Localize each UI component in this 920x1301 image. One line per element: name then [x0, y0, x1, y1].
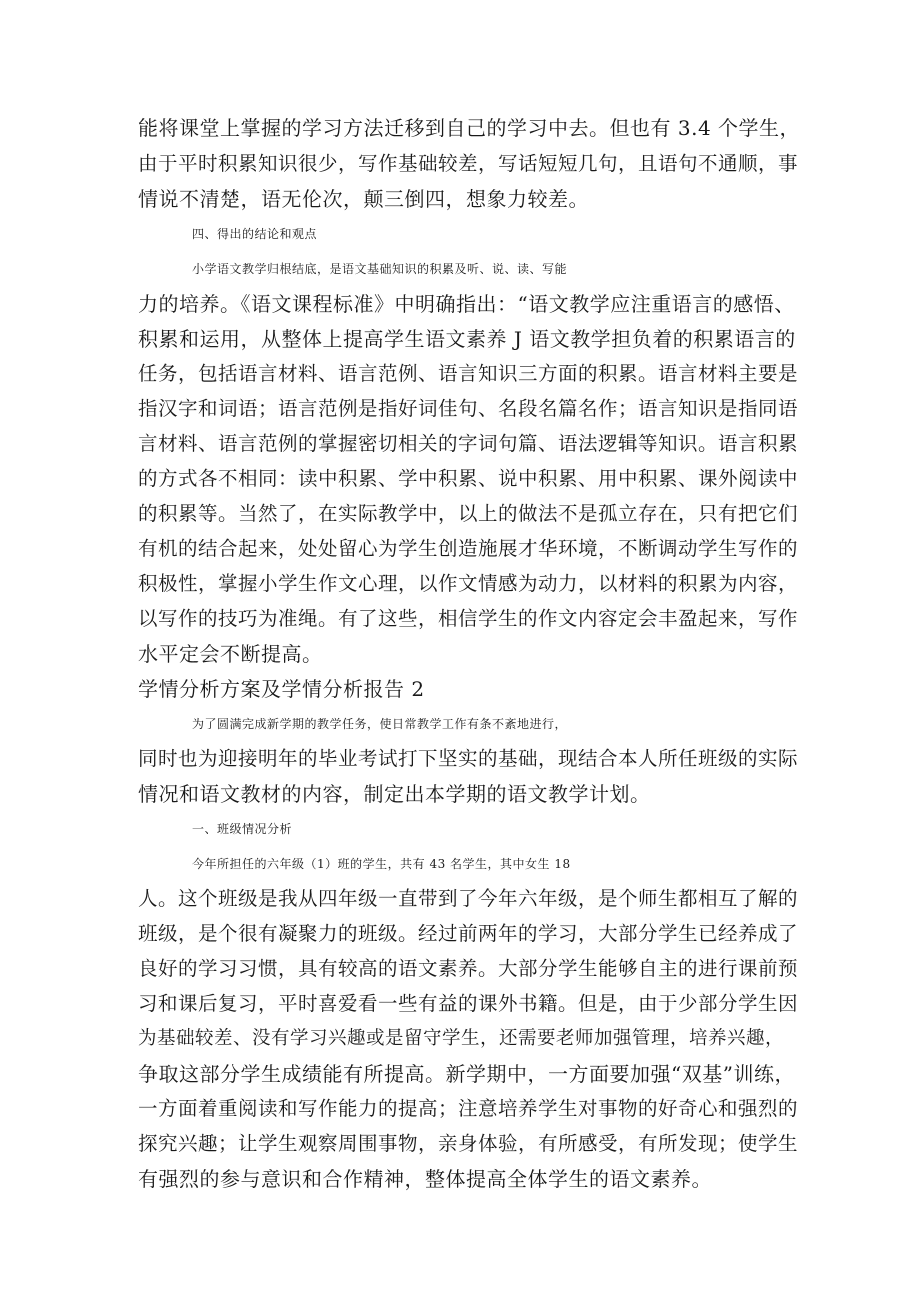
text-line: 有机的结合起来，处处留心为学生创造施展才华环境，不断调动学生写作的	[138, 537, 799, 560]
section-heading: 一、班级情况分析	[192, 822, 293, 836]
text-line: 有强烈的参与意识和合作精神，整体提高全体学生的语文素养。	[138, 1167, 712, 1191]
text-line: 小学语文教学归根结底，是语文基础知识的积累及听、说、读、写能	[192, 262, 568, 276]
text-line: 争取这部分学生成绩能有所提高。新学期中，一方面要加强“双基”训练，	[138, 1062, 795, 1086]
text-line: 力的培养。《语文课程标准》中明确指出：“语文教学应注重语言的感悟、	[138, 292, 795, 316]
text-line: 言材料、语言范例的掌握密切相关的字词句篇、语法逻辑等知识。语言积累	[138, 432, 799, 455]
text-line: 指汉字和词语；语言范例是指好词佳句、名段名篇名作；语言知识是指同语	[138, 397, 799, 420]
text-line: 班级，是个很有凝聚力的班级。经过前两年的学习，大部分学生已经养成了	[138, 922, 799, 945]
text-line: 探究兴趣；让学生观察周围事物，亲身体验，有所感受，有所发现；使学生	[138, 1132, 799, 1155]
text-line: 的方式各不相同：读中积累、学中积累、说中积累、用中积累、课外阅读中	[138, 467, 799, 490]
text-line: 积累和运用，从整体上提高学生语文素养 J 语文教学担负着的积累语言的	[138, 327, 796, 351]
text-line: 情况和语文教材的内容，制定出本学期的语文教学计划。	[138, 782, 651, 806]
text-line: 情说不清楚，语无伦次，颠三倒四，想象力较差。	[138, 187, 589, 211]
text-line: 的积累等。当然了，在实际教学中，以上的做法不是孤立存在，只有把它们	[138, 502, 799, 525]
text-line: 为了圆满完成新学期的教学任务，使日常教学工作有条不紊地进行，	[192, 717, 568, 731]
text-line: 同时也为迎接明年的毕业考试打下坚实的基础，现结合本人所任班级的实际	[138, 747, 799, 770]
text-line: 以写作的技巧为准绳。有了这些，相信学生的作文内容定会丰盈起来，写作	[138, 607, 799, 630]
text-line: 水平定会不断提高。	[138, 642, 323, 666]
text-line: 能将课堂上掌握的学习方法迁移到自己的学习中去。但也有 3.4 个学生，	[138, 116, 801, 140]
section-heading: 四、得出的结论和观点	[192, 227, 318, 241]
text-line: 积极性，掌握小学生作文心理，以作文情感为动力，以材料的积累为内容，	[138, 572, 799, 595]
text-line: 由于平时积累知识很少，写作基础较差，写话短短几句，且语句不通顺，事	[138, 152, 799, 175]
text-line: 今年所担任的六年级（1）班的学生，共有 43 名学生，其中女生 18	[192, 857, 571, 871]
text-line: 人。这个班级是我从四年级一直带到了今年六年级，是个师生都相互了解的	[138, 887, 799, 910]
text-line: 任务，包括语言材料、语言范例、语言知识三方面的积累。语言材料主要是	[138, 362, 799, 385]
text-line: 良好的学习习惯，具有较高的语文素养。大部分学生能够自主的进行课前预	[138, 957, 799, 980]
text-line: 为基础较差、没有学习兴趣或是留守学生，还需要老师加强管理，培养兴趣，	[138, 1028, 785, 1049]
text-line: 一方面着重阅读和写作能力的提高；注意培养学生对事物的好奇心和强烈的	[138, 1097, 799, 1120]
document-subtitle: 学情分析方案及学情分析报告 2	[138, 677, 425, 701]
text-line: 习和课后复习，平时喜爱看一些有益的课外书籍。但是，由于少部分学生因	[138, 992, 799, 1015]
